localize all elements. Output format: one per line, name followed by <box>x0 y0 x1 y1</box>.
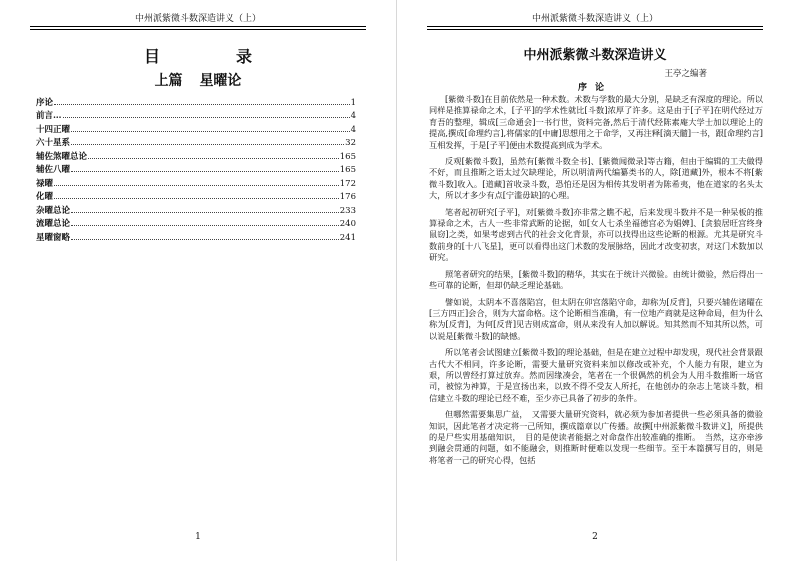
toc-entry-label: 辅佐八曜 <box>36 165 71 175</box>
header-rule <box>30 26 366 27</box>
toc-entry[interactable] <box>36 162 356 176</box>
toc-entry[interactable] <box>36 135 356 149</box>
toc-entry-page: 172 <box>339 178 356 189</box>
running-header: 中州派紫微斗数深造讲义（上） <box>531 14 658 24</box>
body-paragraph: 照笔者研究的结果，[紫微斗数]的精华，其实在于统计兴微验。由统计微验，然后得出一些可靠的论断，但却仍缺乏理论基础。 <box>429 268 763 291</box>
body-paragraph: 但哪然需要集思广益， 又需要大量研究资料，就必须为参加者提供一些必须具备的微验知识，因此笔者才决定将一己所知，撰成篇章以广传播。故撰[中州派紫微斗数讲义]，所提供的是尸些实用基础知识， 目的是使读者能据之对命盘作出较准确的推断。 当然，这亦牵涉到融会贯通的问题，如不能融会，则推断时便难以发现一些细节。至于本篇撰写目的，则是将笔者一己的研究心得，包括 <box>429 409 763 465</box>
toc-leader-dots <box>71 212 339 213</box>
toc-entry-page: 165 <box>339 151 356 162</box>
toc-entry[interactable] <box>36 202 356 216</box>
toc-leader-dots <box>54 198 339 199</box>
toc-entry-label: 化曜 <box>36 192 54 202</box>
toc-leader-dots <box>88 158 339 159</box>
body-paragraph: 譬如说，太阴本不喜落陷宫，但太阴在卯宫落陷守命，却称为[反背]，只要兴辅佐诸曜在[三方四正]会合，则为大富命格。这个论断相当准确，有一位地产商就是这种命局，但为什么称为[反背]，为何[反背]见吉则成富命，则从来没有人加以解说。知其然而不知其所以然，可以说是[紫微斗数]的缺憾。 <box>429 296 763 341</box>
toc-leader-dots <box>54 104 350 105</box>
toc-entry-label: 星曜窗略 <box>36 232 71 243</box>
header-rule-thin <box>30 29 366 30</box>
toc-entry-page: 241 <box>339 232 356 243</box>
toc-entry-page: 4 <box>350 111 356 121</box>
toc-entry[interactable] <box>36 108 356 122</box>
toc-leader-dots <box>71 131 350 132</box>
toc-entry-page: 240 <box>339 219 356 229</box>
running-header: 中州派紫微斗数深造讲义（上） <box>134 14 261 24</box>
body-paragraph: 所以笔者会试图建立[紫微斗数]的理论基础，但是在建立过程中却发现，现代社会背景跟古代大不相同，许多论断，需要大量研究资料来加以修改或补充，个人能力有限，建立为艰，所以曾经打算过放弃。然而因缘凑会，笔者在一个很偶然的机会为人用斗数推断一场官司，被惊为神算，于是宣扬出来，以致不得不受友人所托，在他创办的杂志上笔谈斗数，相信建立斗数的理论已经不难，至少亦已具备了初步的条件。 <box>429 347 763 403</box>
header-rule-thin <box>427 29 763 30</box>
toc-entry[interactable] <box>36 175 356 189</box>
toc-entry[interactable] <box>36 94 356 108</box>
part-label: 上篇 <box>154 73 183 89</box>
page-number: 1 <box>195 532 201 542</box>
author-line: 王亭之编著 <box>664 69 707 79</box>
toc-leader-dots <box>63 117 350 118</box>
toc-leader-dots <box>71 144 344 145</box>
toc-entry-page: 165 <box>339 165 356 175</box>
page-number: 2 <box>592 532 598 542</box>
toc-entry-page: 32 <box>345 138 356 148</box>
toc-entry-label: 杂曜总论 <box>36 205 71 216</box>
page-left <box>0 0 396 561</box>
toc-entry-label: 序论 <box>36 97 54 108</box>
toc-entry-page: 233 <box>339 205 356 216</box>
toc-entry[interactable] <box>36 229 356 243</box>
section-heading: 序论 <box>577 83 612 93</box>
part-name: 星曜论 <box>199 73 242 89</box>
header-rule <box>427 26 763 27</box>
toc-entry-label: 十四正曜 <box>36 124 71 135</box>
toc-leader-dots <box>71 239 339 240</box>
body-paragraph: 笔者起初研究[子平]，对[紫微斗数]亦非常之瞧不起，后来发现斗数并不是一种呆板的推算禄命之术，古人一些非常武断的论据，如[女人七杀坐福德宫必为娼婢]、[贪狼居旺宫终身鼠窃]之类，如果考虑到古代的社会文化背景，亦可以找得出这些论断的根源。尤其是研究斗数前身的[十八飞星]，更可以看得出这门术数的发展脉络，因此才改变初衷，对这门术数加以研究。 <box>429 206 763 263</box>
toc-entry-label: 前言… <box>36 111 62 121</box>
body-paragraph: 反观[紫微斗数]，虽然有[紫微斗数全书]、[紫微闻微录]等古籍，但由于编辑的工夫做得不好，而且推断之语太过欠缺理论，所以明清两代编纂类书的人，除[道藏]外，根本不将[紫微斗数]收入。[道藏]首收录斗数，恐怕还是因为相传其发明者为陈希夷，他在道家的名头太大，所以才多少有点[宁滥毋缺]的心理。 <box>429 156 763 201</box>
toc-entry-page: 1 <box>350 97 356 108</box>
toc-entry[interactable] <box>36 121 356 135</box>
toc-entry-page: 4 <box>350 124 356 135</box>
toc-entry[interactable] <box>36 148 356 162</box>
toc-leader-dots <box>54 185 339 186</box>
body-paragraph: [紫微斗数]在目前依然是一种术数。术数与学数的最大分别，是缺乏有深度的理论。所以同样是推算禄命之术，[子平]的学术性就比[斗数]浓厚了许多。这是由于[子平]在明代经过万育吾的整理，辑成[三命通会]一书行世，资料完备,然后于清代经陈素庵大学士加以理论上的提高,撰成[命理约言],将儒家的[中庸]思想用之于命学，又再注释[滴天髓]一书，跟[命理约言]互相发挥，于是[子平]便由术数提高到成为学术。 <box>429 94 763 150</box>
toc-entry-page: 176 <box>339 192 356 202</box>
toc-entry[interactable] <box>36 189 356 203</box>
toc-entry-label: 流曜总论 <box>36 219 71 229</box>
toc-entry[interactable] <box>36 216 356 230</box>
page-right <box>397 0 793 561</box>
toc-leader-dots <box>71 171 339 172</box>
article-body <box>429 94 763 471</box>
toc-entry-label: 禄曜 <box>36 178 54 189</box>
toc-entry-label: 辅佐煞曜总论 <box>36 151 88 162</box>
toc-title: 目 录 <box>143 47 282 66</box>
toc-list <box>36 94 356 243</box>
part-heading <box>0 70 396 90</box>
toc-leader-dots <box>71 225 339 226</box>
article-title: 中州派紫微斗数深造讲义 <box>523 48 667 63</box>
toc-entry-label: 六十星系 <box>36 138 71 148</box>
